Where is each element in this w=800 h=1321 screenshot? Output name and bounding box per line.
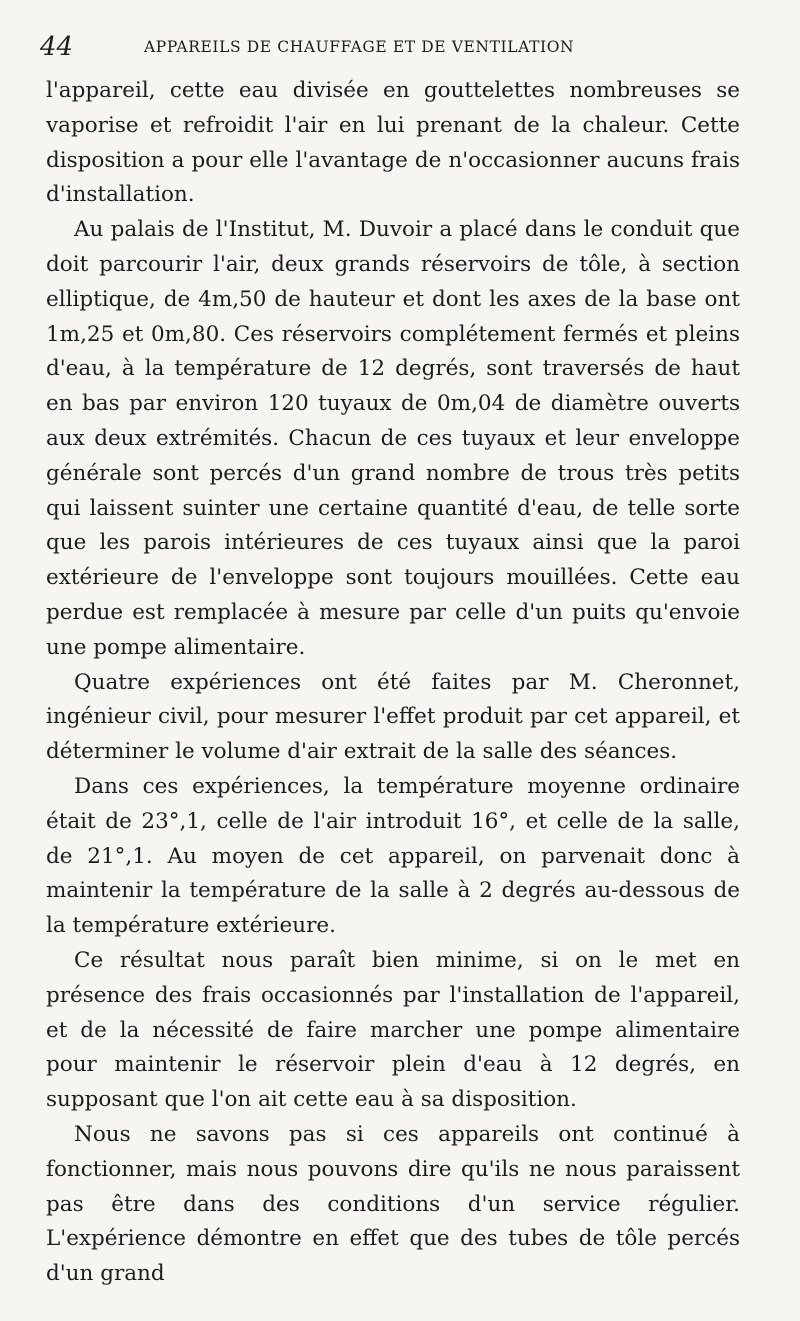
page-number: 44 xyxy=(40,32,74,62)
paragraph-experiences: Quatre expériences ont été faites par M. Cheronnet, ingénieur civil, pour mesurer l'effet produit par cet appareil, et déterminer le volume d'air extrait de la salle des séances. xyxy=(46,669,740,765)
running-title: APPAREILS DE CHAUFFAGE ET DE VENTILATION xyxy=(144,38,575,56)
paragraph-institut: Au palais de l'Institut, M. Duvoir a placé dans le conduit que doit parcourir l'air, deux grands réservoirs de tôle, à section elliptique, de 4m,50 de hauteur et dont les axes de la base ont 1m,25 et 0m,80. Ces réservoirs complétement fermés et pleins d'eau, à la température de 12 degrés, sont traversés de haut en bas par environ 120 tuyaux de 0m,04 de diamètre ouverts aux deux extrémités. Chacun de ces tuyaux et leur enveloppe générale sont percés d'un grand nombre de trous très petits qui laissent suinter une certaine quantité d'eau, de telle sorte que les parois intérieures de ces tuyaux ainsi que la paroi extérieure de l'enveloppe sont toujours mouillées. Cette eau perdue est remplacée à mesure par celle d'un puits qu'envoie une pompe alimentaire. xyxy=(46,217,740,660)
page-header xyxy=(40,33,740,61)
paragraph-resultat: Ce résultat nous paraît bien minime, si on le met en présence des frais occasionnés par l'installation de l'appareil, et de la nécessité de faire marcher une pompe alimentaire pour maintenir le réservoir plein d'eau à 12 degrés, en supposant que l'on ait cette eau à sa disposition. xyxy=(46,947,740,1113)
paragraph-continuation: l'appareil, cette eau divisée en gouttelettes nombreuses se vaporise et refroidit l'air en lui prenant de la chaleur. Cette disposition a pour elle l'avantage de n'occasionner aucuns frais d'installation. xyxy=(46,78,740,208)
paragraph-conclusion: Nous ne savons pas si ces appareils ont continué à fonctionner, mais nous pouvons dire qu'ils ne nous paraissent pas être dans des conditions d'un service régulier. L'expérience démontre en effet que des tubes de tôle percés d'un grand xyxy=(46,1121,740,1287)
paragraph-temperatures: Dans ces expériences, la température moyenne ordinaire était de 23°,1, celle de l'air introduit 16°, et celle de la salle, de 21°,1. Au moyen de cet appareil, on parvenait donc à maintenir la température de la salle à 2 degrés au-dessous de la température extérieure. xyxy=(46,773,740,939)
body-text xyxy=(46,74,740,1292)
